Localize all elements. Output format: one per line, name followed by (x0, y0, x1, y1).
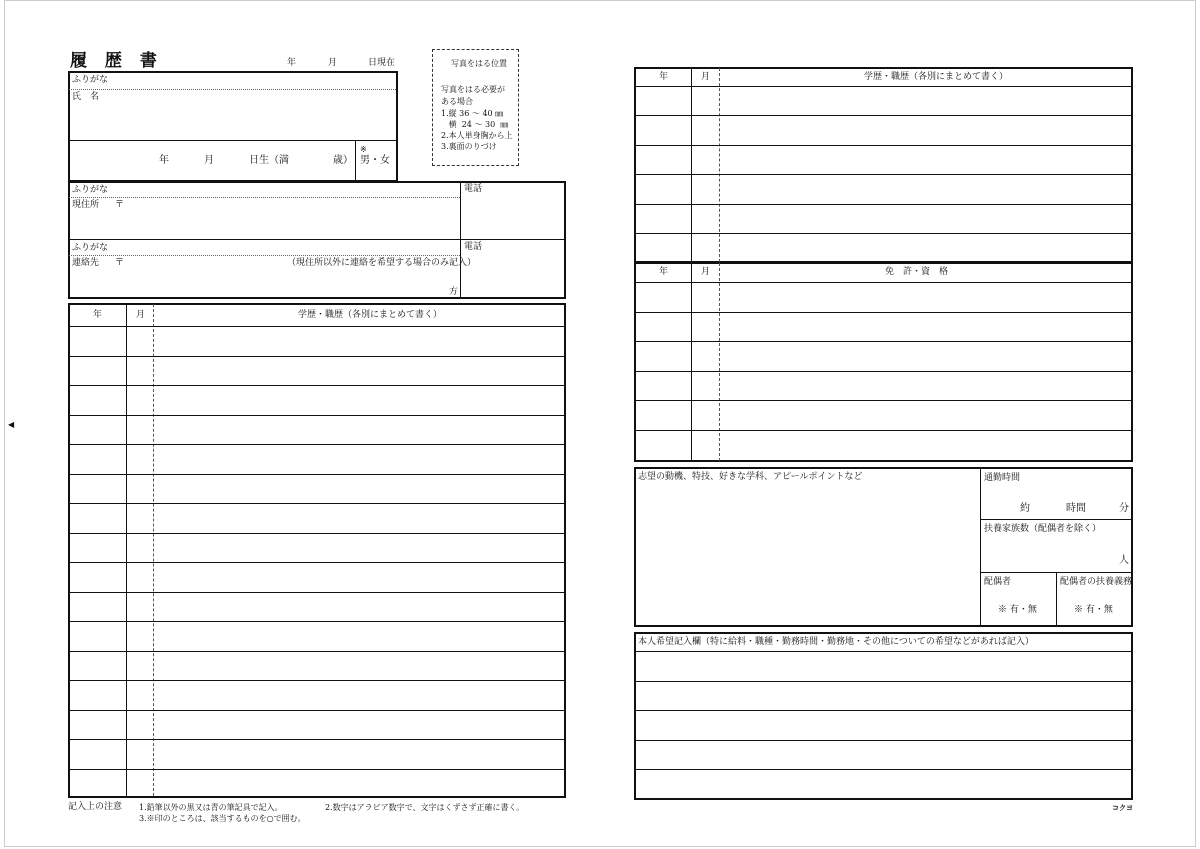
birth-year-label: 年 (159, 155, 169, 166)
licenses-row[interactable] (635, 431, 1131, 459)
wishes-row[interactable] (635, 770, 1131, 798)
motivation-label: 志望の動機、特技、好きな学科、アピールポイントなど (638, 472, 863, 482)
history-left-row[interactable] (69, 386, 564, 414)
name-furigana-divider (69, 89, 396, 90)
history-left-row[interactable] (69, 622, 564, 650)
history-left-row[interactable] (69, 416, 564, 444)
history-right-row[interactable] (635, 234, 1131, 261)
history-left-month-header: 月 (136, 310, 146, 320)
licenses-row[interactable] (635, 401, 1131, 429)
licenses-row[interactable] (635, 342, 1131, 370)
history-left-row[interactable] (69, 681, 564, 709)
history-right-row[interactable] (635, 146, 1131, 173)
history-right-row[interactable] (635, 87, 1131, 114)
history-left-row[interactable] (69, 770, 564, 798)
address-phone-label: 電話 (464, 184, 483, 194)
commute-hours: 時間 (1066, 503, 1086, 514)
commute-label: 通勤時間 (984, 473, 1021, 483)
wishes-row[interactable] (635, 711, 1131, 739)
spouse-selector[interactable]: ※ 有・無 (998, 605, 1037, 615)
spouse-label: 配偶者 (984, 577, 1012, 587)
photo-line-2: ある場合 (441, 97, 473, 106)
notes-item-3: 3.※印のところは、該当するものを○で囲む。 (139, 814, 306, 823)
photo-line-3: 1.縦 36 ～ 40 ㎜ (441, 109, 504, 118)
commute-divider (981, 519, 1131, 520)
history-left-row[interactable] (69, 563, 564, 591)
date-month-label: 月 (328, 58, 338, 68)
birth-age-label: 歳） (333, 155, 353, 166)
history-left-row[interactable] (69, 711, 564, 739)
history-left-row[interactable] (69, 357, 564, 385)
history-right-year-header: 年 (659, 72, 669, 82)
history-left-row[interactable] (69, 740, 564, 768)
photo-line-6: 3.裏面のりづけ (441, 142, 497, 151)
motivation-input[interactable] (638, 486, 974, 622)
history-right-row[interactable] (635, 175, 1131, 202)
history-left-row[interactable] (69, 652, 564, 680)
name-label: 氏 名 (72, 92, 100, 102)
sex-mark: ※ (360, 145, 367, 154)
history-right-content-header: 学歴・職歴（各別にまとめて書く） (864, 72, 1009, 82)
address-postal-mark: 〒 (115, 200, 125, 210)
phone-column-divider (460, 182, 461, 298)
dependents-unit: 人 (1119, 555, 1129, 566)
licenses-row[interactable] (635, 283, 1131, 311)
history-right-month-header: 月 (701, 72, 711, 82)
address-contact-divider (69, 239, 564, 240)
photo-line-4: 横 24 ～ 30 ㎜ (441, 120, 509, 129)
contact-phone-input[interactable] (462, 254, 562, 296)
dependents-label: 扶養家族数（配偶者を除く） (984, 524, 1102, 534)
brand-logo: コクヨ (1112, 804, 1133, 812)
spouse-support-label: 配偶者の扶養義務 (1060, 577, 1133, 587)
history-left-row[interactable] (69, 534, 564, 562)
notes-heading: 記入上の注意 (68, 802, 123, 812)
history-left-row[interactable] (69, 593, 564, 621)
contact-phone-label: 電話 (464, 242, 483, 252)
wishes-row[interactable] (635, 741, 1131, 769)
spouse-support-selector[interactable]: ※ 有・無 (1074, 605, 1113, 615)
name-input[interactable] (110, 92, 390, 138)
notes-item-2: 2.数字はアラビア数字で、文字はくずさず正確に書く。 (325, 803, 525, 812)
notes-item-1: 1.鉛筆以外の黒又は青の筆記具で記入。 (139, 803, 283, 812)
commute-minutes: 分 (1119, 503, 1129, 514)
contact-furigana-divider (69, 255, 460, 256)
photo-heading: 写真をはる位置 (451, 59, 507, 68)
sex-divider (355, 141, 356, 181)
licenses-year-header: 年 (659, 267, 669, 277)
date-suffix-label: 日現在 (368, 58, 396, 68)
form-title: 履 歴 書 (70, 51, 163, 71)
address-label: 現住所 (72, 200, 100, 210)
history-left-content-header: 学歴・職歴（各別にまとめて書く） (298, 310, 443, 320)
photo-line-1: 写真をはる必要が (441, 85, 505, 94)
address-furigana-label: ふりがな (72, 185, 109, 195)
licenses-content-header: 免 許・資 格 (885, 267, 949, 277)
page-marker-icon: ◀ (8, 420, 15, 429)
contact-postal-mark: 〒 (115, 258, 125, 268)
history-right-row[interactable] (635, 205, 1131, 232)
birth-month-label: 月 (204, 155, 214, 166)
photo-line-5: 2.本人単身胸から上 (441, 131, 513, 140)
name-furigana-label: ふりがな (72, 75, 109, 85)
commute-about: 約 (1020, 503, 1030, 514)
history-left-year-header: 年 (93, 310, 103, 320)
history-left-row[interactable] (69, 504, 564, 532)
contact-label: 連絡先 (72, 258, 100, 268)
birth-day-label: 日生（満 (249, 155, 289, 166)
contact-furigana-label: ふりがな (72, 243, 109, 253)
date-year-label: 年 (287, 58, 297, 68)
address-phone-input[interactable] (462, 196, 562, 238)
wishes-label: 本人希望記入欄（特に給料・職種・勤務時間・勤務地・その他についての希望などがあれば記入） (638, 637, 1034, 647)
name-birth-divider (69, 140, 396, 141)
sex-selector[interactable]: 男・女 (360, 155, 390, 166)
contact-suffix: 方 (449, 287, 459, 297)
history-left-row[interactable] (69, 475, 564, 503)
wishes-row[interactable] (635, 652, 1131, 680)
licenses-row[interactable] (635, 372, 1131, 400)
spouse-divider (1056, 573, 1057, 626)
wishes-row[interactable] (635, 682, 1131, 710)
contact-note: （現住所以外に連絡を希望する場合のみ記入） (287, 258, 477, 268)
address-input[interactable] (130, 199, 455, 237)
history-left-row[interactable] (69, 327, 564, 355)
motivation-side-divider (980, 468, 981, 626)
history-right-row[interactable] (635, 116, 1131, 143)
licenses-row[interactable] (635, 313, 1131, 341)
history-left-row[interactable] (69, 445, 564, 473)
licenses-month-header: 月 (701, 267, 711, 277)
contact-input[interactable] (130, 270, 445, 294)
address-furigana-divider (69, 197, 460, 198)
